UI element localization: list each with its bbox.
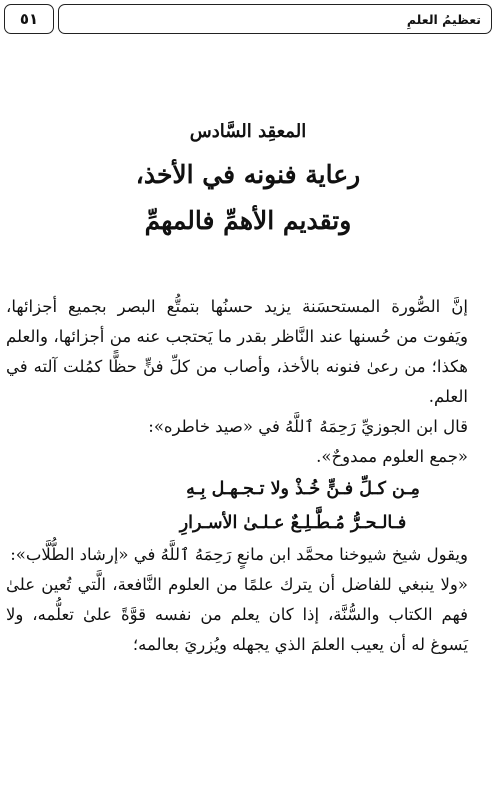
- running-title: تعظيمُ العلمِ: [58, 4, 492, 34]
- body-text: [6, 292, 490, 660]
- quote-intro: قال ابن الجوزيِّ رَحِمَهُ ٱللَّهُ في «صيد خاطره»:: [148, 417, 468, 436]
- paragraph-1: إنَّ الصُّورة المستحسَنة يزيد حسنُها بتمتُّع البصر بجميع أجزائها، ويَفوت من حُسنها عند النَّاظر بقدر ما يَحتجب عنه من أجزائها، والعلم هكذا؛ من رعىٰ فنونه بالأخذ، وأصاب من كلِّ فنٍّ حظًّا كمُلت آلته في العلم.: [6, 297, 468, 406]
- poem-verse: [6, 472, 490, 540]
- quote-text: «جمع العلوم ممدوحٌ».: [316, 447, 468, 466]
- section-heading: المعقِد السَّادس: [189, 121, 307, 142]
- page-number: ٥١: [4, 4, 54, 34]
- verse-line-1: مِـن كـلِّ فـنٍّ خُـذْ ولا تـجـهـل بِـهِ: [186, 479, 420, 499]
- chapter-title-line-1: رعاية فنونه في الأخذ،: [135, 160, 361, 189]
- paragraph-2: ويقول شيخ شيوخنا محمَّد ابن مانعٍ رَحِمَهُ ٱللَّهُ في «إرشاد الطُّلَّاب»:: [10, 545, 468, 564]
- chapter-title-line-2: وتقديم الأهمِّ فالمهمِّ: [144, 206, 352, 235]
- chapter-headings: [0, 118, 496, 242]
- page-header: [0, 2, 496, 36]
- verse-line-2: فـالـحـرُّ مُـطَّـلِـعٌ عـلـىٰ الأسـرارِ: [179, 513, 407, 533]
- paragraph-3: «ولا ينبغي للفاضل أن يترك علمًا من العلوم النَّافعة، الَّتي تُعين علىٰ فهم الكتاب والسُّنَّة، إذا كان يعلم من نفسه قوَّةً علىٰ تعلُّمه، ولا يَسوغ له أن يعيب العلمَ الذي يجهله ويُزريَ بعالمه؛: [6, 575, 468, 654]
